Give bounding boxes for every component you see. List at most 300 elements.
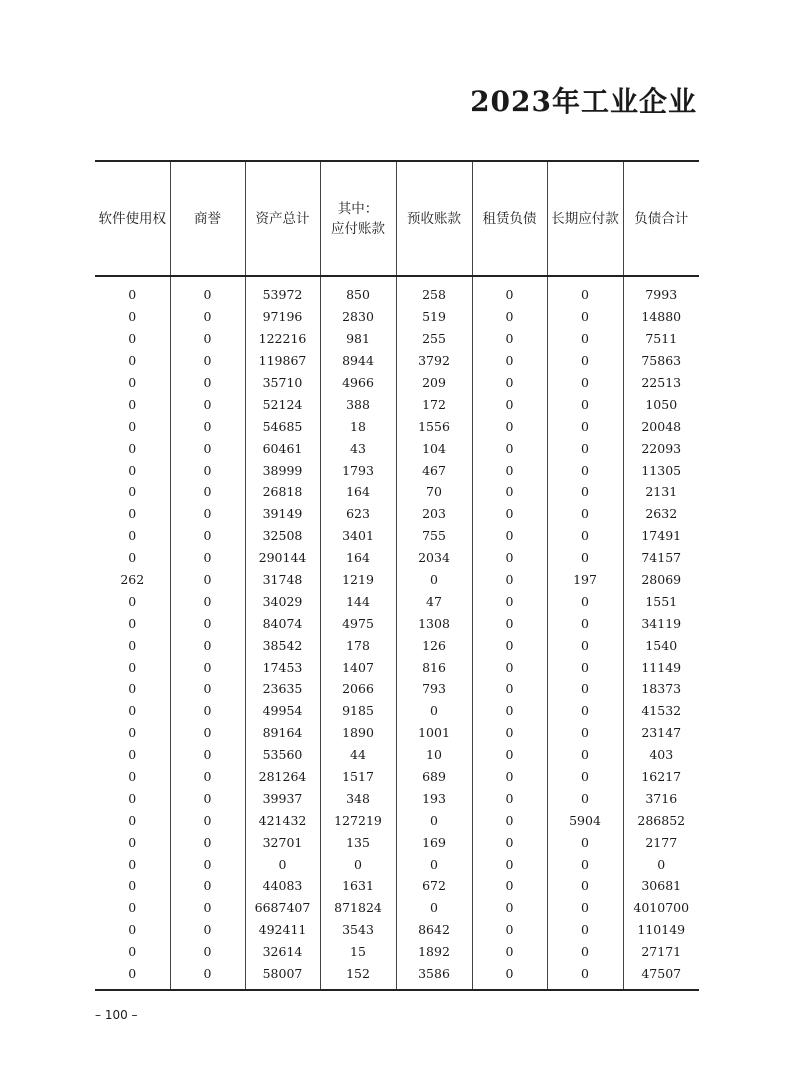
table-row (95, 372, 699, 394)
table-cell: 0 (472, 744, 547, 766)
table-cell: 0 (547, 897, 623, 919)
table-cell: 0 (170, 503, 245, 525)
table-cell: 816 (396, 656, 472, 678)
table-cell: 0 (170, 656, 245, 678)
table-cell: 193 (396, 787, 472, 809)
table-cell: 0 (128, 506, 137, 522)
table-cell: 0 (396, 700, 472, 722)
table-row (95, 744, 699, 766)
table-cell: 97196 (245, 306, 320, 328)
table-cell: 0 (128, 747, 137, 763)
table-cell: 0 (472, 569, 547, 591)
table-cell: 0 (547, 372, 623, 394)
table-cell: 203 (396, 503, 472, 525)
table-cell: 75863 (623, 350, 699, 372)
table-cell: 0 (170, 722, 245, 744)
table-cell: 467 (396, 459, 472, 481)
table-cell: 281264 (245, 766, 320, 788)
table-cell: 0 (170, 744, 245, 766)
table-cell: 8642 (396, 919, 472, 941)
table-cell: 0 (128, 703, 137, 719)
table-cell: 0 (170, 328, 245, 350)
table-cell: 0 (472, 503, 547, 525)
table-cell: 0 (128, 309, 137, 325)
table-row (95, 678, 699, 700)
table-row (95, 787, 699, 809)
table-cell: 0 (547, 656, 623, 678)
table-cell: 197 (547, 569, 623, 591)
table-cell: 0 (472, 853, 547, 875)
table-cell: 1631 (320, 875, 396, 897)
table-row (95, 612, 699, 634)
table-cell: 0 (170, 547, 245, 569)
table-cell: 0 (547, 875, 623, 897)
table-cell: 0 (170, 459, 245, 481)
table-cell: 0 (170, 963, 245, 990)
table-cell: 0 (472, 372, 547, 394)
table-cell: 54685 (245, 415, 320, 437)
table-cell: 0 (472, 766, 547, 788)
column-header: 负债合计 (623, 161, 699, 276)
table-cell: 0 (128, 418, 137, 434)
table-cell: 0 (245, 853, 320, 875)
table-cell: 39937 (245, 787, 320, 809)
table-cell: 0 (128, 353, 137, 369)
table-cell: 18 (320, 415, 396, 437)
column-header: 长期应付款 (547, 161, 623, 276)
table-cell: 0 (128, 900, 137, 916)
table-cell: 23147 (623, 722, 699, 744)
table-cell: 6687407 (245, 897, 320, 919)
table-cell: 164 (320, 547, 396, 569)
table-cell: 0 (170, 437, 245, 459)
table-cell: 0 (170, 700, 245, 722)
table-cell: 0 (170, 897, 245, 919)
table-cell: 127219 (320, 809, 396, 831)
table-cell: 0 (170, 875, 245, 897)
table-cell: 119867 (245, 350, 320, 372)
table-cell: 0 (128, 944, 137, 960)
table-cell: 3716 (623, 787, 699, 809)
table-cell: 672 (396, 875, 472, 897)
table-cell: 0 (472, 678, 547, 700)
table-cell: 0 (547, 700, 623, 722)
table-row (95, 656, 699, 678)
table-cell: 871824 (320, 897, 396, 919)
table-cell: 0 (547, 350, 623, 372)
table-cell: 0 (170, 941, 245, 963)
table-cell: 0 (170, 809, 245, 831)
table-cell: 0 (128, 878, 137, 894)
table-cell: 84074 (245, 612, 320, 634)
table-cell: 0 (396, 897, 472, 919)
table-cell: 1308 (396, 612, 472, 634)
table-cell: 104 (396, 437, 472, 459)
table-cell: 1407 (320, 656, 396, 678)
data-table-container (95, 160, 699, 991)
table-row (95, 831, 699, 853)
table-cell: 0 (128, 681, 137, 697)
table-cell: 38542 (245, 634, 320, 656)
table-cell: 0 (170, 415, 245, 437)
table-cell: 0 (472, 350, 547, 372)
table-cell: 0 (128, 922, 137, 938)
table-cell: 0 (547, 678, 623, 700)
table-cell: 1517 (320, 766, 396, 788)
table-cell: 0 (472, 963, 547, 990)
table-cell: 0 (547, 525, 623, 547)
table-cell: 981 (320, 328, 396, 350)
table-cell: 0 (170, 612, 245, 634)
table-cell: 258 (396, 276, 472, 306)
table-cell: 27171 (623, 941, 699, 963)
table-cell: 403 (623, 744, 699, 766)
table-cell: 0 (547, 415, 623, 437)
table-cell: 44 (320, 744, 396, 766)
table-cell: 32701 (245, 831, 320, 853)
table-cell: 0 (472, 612, 547, 634)
table-cell: 15 (320, 941, 396, 963)
table-cell: 1001 (396, 722, 472, 744)
table-cell: 1892 (396, 941, 472, 963)
table-cell: 0 (396, 853, 472, 875)
table-cell: 755 (396, 525, 472, 547)
table-cell: 2830 (320, 306, 396, 328)
table-cell: 10 (396, 744, 472, 766)
table-cell: 34029 (245, 590, 320, 612)
table-cell: 0 (170, 678, 245, 700)
table-cell: 0 (547, 547, 623, 569)
table-cell: 850 (320, 276, 396, 306)
table-cell: 0 (472, 656, 547, 678)
table-cell: 0 (128, 790, 137, 806)
table-cell: 126 (396, 634, 472, 656)
table-cell: 0 (472, 941, 547, 963)
table-cell: 53560 (245, 744, 320, 766)
table-cell: 0 (128, 637, 137, 653)
table-cell: 0 (170, 787, 245, 809)
table-cell: 0 (128, 396, 137, 412)
table-cell: 0 (396, 569, 472, 591)
table-row (95, 328, 699, 350)
table-cell: 0 (472, 437, 547, 459)
table-cell: 519 (396, 306, 472, 328)
data-table (95, 160, 699, 991)
table-cell: 689 (396, 766, 472, 788)
table-cell: 0 (472, 459, 547, 481)
table-row (95, 634, 699, 656)
table-cell: 2131 (623, 481, 699, 503)
table-cell: 17453 (245, 656, 320, 678)
table-row (95, 941, 699, 963)
table-cell: 262 (120, 572, 145, 588)
table-cell: 0 (472, 306, 547, 328)
table-cell: 0 (547, 328, 623, 350)
table-row (95, 276, 699, 306)
table-row (95, 415, 699, 437)
table-row (95, 525, 699, 547)
table-cell: 0 (472, 919, 547, 941)
table-cell: 14880 (623, 306, 699, 328)
column-header: 商誉 (170, 161, 245, 276)
table-cell: 0 (547, 393, 623, 415)
table-cell: 70 (396, 481, 472, 503)
table-cell: 0 (128, 812, 137, 828)
table-row (95, 590, 699, 612)
table-cell: 4975 (320, 612, 396, 634)
table-header-row (95, 161, 699, 276)
table-cell: 1540 (623, 634, 699, 656)
table-cell: 623 (320, 503, 396, 525)
table-cell: 1551 (623, 590, 699, 612)
table-cell: 0 (170, 350, 245, 372)
table-cell: 178 (320, 634, 396, 656)
table-row (95, 503, 699, 525)
table-row (95, 481, 699, 503)
table-cell: 58007 (245, 963, 320, 990)
table-cell: 26818 (245, 481, 320, 503)
table-row (95, 809, 699, 831)
table-row (95, 853, 699, 875)
table-cell: 30681 (623, 875, 699, 897)
table-cell: 209 (396, 372, 472, 394)
table-cell: 1050 (623, 393, 699, 415)
table-cell: 0 (472, 722, 547, 744)
table-cell: 255 (396, 328, 472, 350)
table-row (95, 547, 699, 569)
table-cell: 49954 (245, 700, 320, 722)
table-cell: 0 (472, 481, 547, 503)
table-cell: 0 (128, 659, 137, 675)
table-cell: 0 (170, 525, 245, 547)
table-cell: 0 (472, 590, 547, 612)
table-cell: 0 (170, 276, 245, 306)
table-cell: 74157 (623, 547, 699, 569)
table-cell: 0 (128, 462, 137, 478)
table-cell: 0 (128, 440, 137, 456)
table-cell: 0 (472, 634, 547, 656)
table-cell: 16217 (623, 766, 699, 788)
column-header-line: 应付账款 (331, 220, 385, 237)
table-cell: 38999 (245, 459, 320, 481)
table-cell: 0 (547, 853, 623, 875)
table-cell: 3543 (320, 919, 396, 941)
table-cell: 0 (128, 528, 137, 544)
table-cell: 0 (472, 700, 547, 722)
table-cell: 53972 (245, 276, 320, 306)
table-cell: 0 (170, 831, 245, 853)
table-cell: 110149 (623, 919, 699, 941)
table-cell: 0 (472, 809, 547, 831)
table-cell: 152 (320, 963, 396, 990)
table-row (95, 459, 699, 481)
table-cell: 492411 (245, 919, 320, 941)
table-cell: 0 (547, 459, 623, 481)
table-cell: 0 (472, 393, 547, 415)
table-cell: 52124 (245, 393, 320, 415)
table-row (95, 569, 699, 591)
table-cell: 0 (547, 590, 623, 612)
table-cell: 0 (547, 503, 623, 525)
table-cell: 20048 (623, 415, 699, 437)
table-cell: 18373 (623, 678, 699, 700)
table-cell: 1219 (320, 569, 396, 591)
table-cell: 7993 (623, 276, 699, 306)
table-cell: 0 (472, 875, 547, 897)
table-cell: 0 (170, 919, 245, 941)
column-header: 资产总计 (245, 161, 320, 276)
table-cell: 34119 (623, 612, 699, 634)
table-cell: 7511 (623, 328, 699, 350)
table-cell: 22093 (623, 437, 699, 459)
table-cell: 0 (396, 809, 472, 831)
table-cell: 0 (547, 963, 623, 990)
table-cell: 11149 (623, 656, 699, 678)
table-cell: 0 (128, 856, 137, 872)
table-cell: 0 (95, 963, 170, 990)
table-cell: 0 (472, 415, 547, 437)
table-cell: 0 (128, 375, 137, 390)
table-cell: 0 (472, 276, 547, 306)
table-cell: 17491 (623, 525, 699, 547)
column-header: 租赁负债 (472, 161, 547, 276)
table-cell: 4010700 (623, 897, 699, 919)
table-cell: 89164 (245, 722, 320, 744)
table-cell: 47 (396, 590, 472, 612)
page-title: 2023年工业企业 (470, 85, 697, 118)
table-cell: 0 (128, 593, 137, 609)
table-cell: 0 (547, 919, 623, 941)
table-cell: 0 (320, 853, 396, 875)
table-cell: 0 (128, 287, 137, 303)
table-cell: 2177 (623, 831, 699, 853)
table-cell: 0 (128, 484, 137, 500)
table-cell: 421432 (245, 809, 320, 831)
table-cell: 0 (472, 547, 547, 569)
table-cell: 0 (170, 393, 245, 415)
table-cell: 172 (396, 393, 472, 415)
table-cell: 35710 (245, 372, 320, 394)
table-row (95, 897, 699, 919)
page-number: – 100 – (95, 1008, 138, 1022)
table-cell: 0 (547, 787, 623, 809)
table-cell: 122216 (245, 328, 320, 350)
table-cell: 0 (547, 766, 623, 788)
table-cell: 0 (170, 766, 245, 788)
table-cell: 1556 (396, 415, 472, 437)
table-cell: 144 (320, 590, 396, 612)
table-cell: 0 (128, 550, 137, 566)
table-cell: 0 (128, 615, 137, 631)
table-cell: 0 (547, 722, 623, 744)
table-cell: 1793 (320, 459, 396, 481)
table-cell: 0 (547, 831, 623, 853)
table-cell: 8944 (320, 350, 396, 372)
table-cell: 0 (547, 437, 623, 459)
table-cell: 0 (128, 331, 137, 347)
table-row (95, 350, 699, 372)
table-cell: 0 (170, 481, 245, 503)
table-cell: 2034 (396, 547, 472, 569)
column-header (320, 161, 396, 276)
table-cell: 31748 (245, 569, 320, 591)
column-header: 预收账款 (396, 161, 472, 276)
table-cell: 60461 (245, 437, 320, 459)
table-cell: 0 (547, 612, 623, 634)
table-cell: 793 (396, 678, 472, 700)
table-cell: 0 (472, 787, 547, 809)
table-row (95, 722, 699, 744)
table-cell: 22513 (623, 372, 699, 394)
table-cell: 0 (170, 853, 245, 875)
table-cell: 290144 (245, 547, 320, 569)
table-row (95, 437, 699, 459)
table-cell: 0 (472, 831, 547, 853)
table-cell: 1890 (320, 722, 396, 744)
table-cell: 9185 (320, 700, 396, 722)
table-cell: 0 (623, 853, 699, 875)
table-cell: 0 (128, 834, 137, 850)
table-row (95, 766, 699, 788)
table-cell: 32508 (245, 525, 320, 547)
table-cell: 3792 (396, 350, 472, 372)
table-cell: 169 (396, 831, 472, 853)
table-cell: 44083 (245, 875, 320, 897)
table-cell: 41532 (623, 700, 699, 722)
table-cell: 0 (547, 744, 623, 766)
table-cell: 47507 (623, 963, 699, 990)
table-cell: 39149 (245, 503, 320, 525)
table-cell: 43 (320, 437, 396, 459)
table-cell: 0 (128, 769, 137, 785)
table-cell: 32614 (245, 941, 320, 963)
table-cell: 0 (128, 725, 137, 741)
table-cell: 0 (547, 306, 623, 328)
table-cell: 0 (472, 525, 547, 547)
table-body (95, 276, 699, 990)
table-cell: 286852 (623, 809, 699, 831)
table-cell: 5904 (547, 809, 623, 831)
table-cell: 2066 (320, 678, 396, 700)
table-cell: 2632 (623, 503, 699, 525)
table-cell: 0 (472, 897, 547, 919)
column-header: 软件使用权 (95, 161, 170, 276)
table-cell: 348 (320, 787, 396, 809)
table-cell: 0 (547, 634, 623, 656)
table-cell: 0 (170, 634, 245, 656)
table-cell: 388 (320, 393, 396, 415)
table-cell: 3586 (396, 963, 472, 990)
table-row (95, 875, 699, 897)
table-cell: 0 (547, 481, 623, 503)
table-cell: 28069 (623, 569, 699, 591)
table-cell: 0 (170, 372, 245, 394)
table-cell: 23635 (245, 678, 320, 700)
table-cell: 0 (547, 276, 623, 306)
table-row (95, 919, 699, 941)
table-cell: 4966 (320, 372, 396, 394)
table-cell: 0 (170, 306, 245, 328)
table-row (95, 393, 699, 415)
table-cell: 11305 (623, 459, 699, 481)
table-row (95, 306, 699, 328)
column-header-line: 其中： (337, 200, 379, 217)
table-row (95, 700, 699, 722)
table-cell: 164 (320, 481, 396, 503)
table-row (95, 963, 699, 990)
table-cell: 0 (472, 328, 547, 350)
table-cell: 0 (547, 941, 623, 963)
